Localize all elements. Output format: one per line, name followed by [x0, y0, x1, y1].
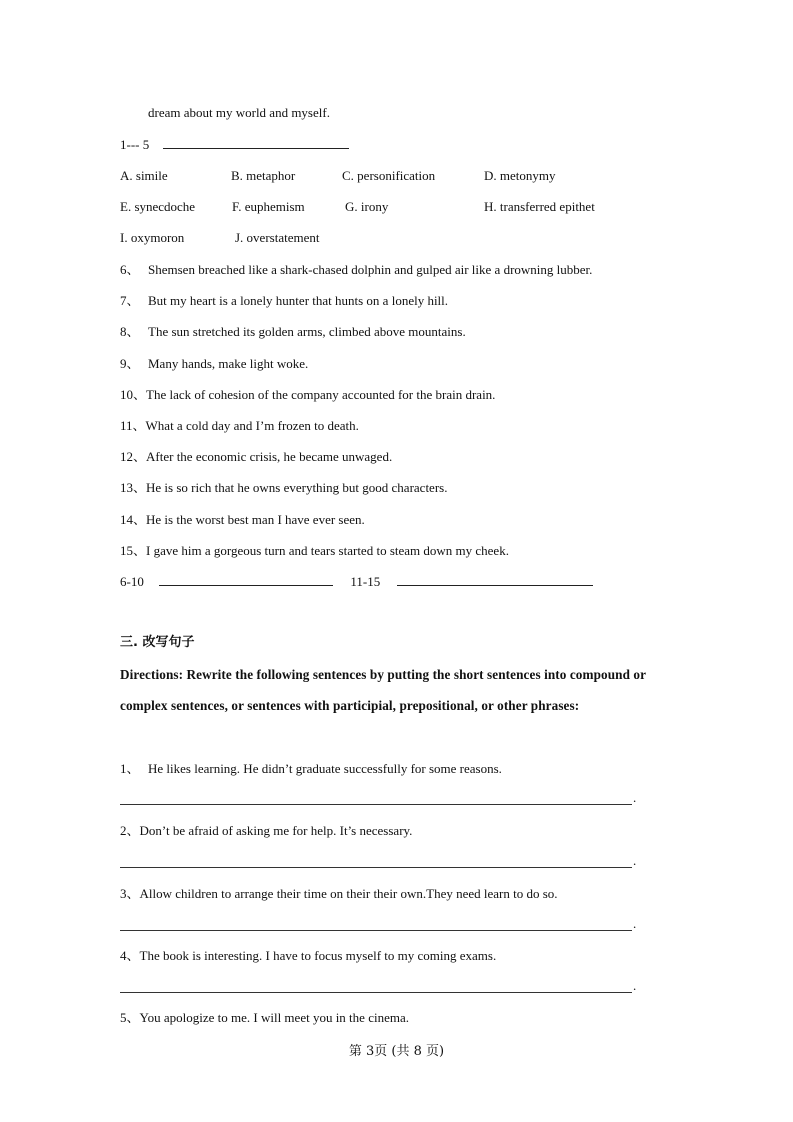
question-number: 14、 [120, 512, 147, 527]
rewrite-item-2 [120, 823, 412, 839]
answer-blank-11-15[interactable] [397, 574, 593, 586]
answer-line-end: . [633, 853, 637, 868]
answer-blank-6-10[interactable] [159, 574, 333, 586]
answer-line-end: . [633, 978, 637, 993]
answer-line-1[interactable] [120, 803, 632, 805]
item-number: 2、 [120, 823, 140, 838]
question-number: 11、 [120, 418, 146, 433]
question-11 [120, 418, 359, 434]
option-d: D. metonymy [484, 168, 556, 183]
question-9 [120, 356, 308, 372]
question-text: But my heart is a lonely hunter that hunts on a lonely hill. [148, 293, 449, 308]
answer-row-6-15 [120, 574, 593, 590]
question-14 [120, 512, 365, 528]
option-i: I. oxymoron [120, 230, 185, 245]
answer-line-3[interactable] [120, 929, 632, 931]
question-number: 6、 [120, 262, 140, 277]
rewrite-item-3 [120, 886, 558, 902]
directions-line-1: Directions: Rewrite the following sentences by putting the short sentences into compound or [120, 667, 647, 682]
answer-blank-1-5[interactable] [163, 137, 349, 149]
option-g: G. irony [345, 199, 389, 214]
question-8 [120, 324, 466, 340]
question-number: 7、 [120, 293, 140, 308]
page-footer: 第 3页 (共 8 页) [348, 1044, 445, 1059]
rewrite-item-4 [120, 948, 496, 964]
answer-line-4[interactable] [120, 991, 632, 993]
question-6 [120, 262, 592, 278]
question-number: 10、 [120, 387, 147, 402]
answer-label-11-15: 11-15 [350, 574, 381, 589]
item-number: 1、 [120, 761, 140, 776]
item-number: 3、 [120, 886, 140, 901]
question-text: He is the worst best man I have ever seen. [146, 512, 365, 527]
item-text: Don’t be afraid of asking me for help. It’s necessary. [139, 823, 413, 838]
question-text: He is so rich that he owns everything but good characters. [146, 480, 448, 495]
question-number: 15、 [120, 543, 147, 558]
option-j: J. overstatement [235, 230, 320, 245]
option-h: H. transferred epithet [484, 199, 595, 214]
option-e: E. synecdoche [120, 199, 196, 214]
answer-line-end: . [633, 790, 637, 805]
question-text: Many hands, make light woke. [148, 356, 309, 371]
question-number: 13、 [120, 480, 147, 495]
question-12 [120, 449, 392, 465]
question-text: The lack of cohesion of the company accounted for the brain drain. [146, 387, 496, 402]
answer-line-end: . [633, 916, 637, 931]
question-text: What a cold day and I’m frozen to death. [145, 418, 359, 433]
item-number: 5、 [120, 1010, 140, 1025]
section-title: 三. 改写句子 [120, 635, 195, 650]
rewrite-item-5 [120, 1010, 409, 1026]
answer-line-2[interactable] [120, 866, 632, 868]
question-text: After the economic crisis, he became unwaged. [146, 449, 393, 464]
item-text: You apologize to me. I will meet you in the cinema. [139, 1010, 409, 1025]
question-text: The sun stretched its golden arms, climbed above mountains. [148, 324, 466, 339]
option-c: C. personification [342, 168, 436, 183]
question-15 [120, 543, 509, 559]
intro-continuation: dream about my world and myself. [148, 105, 330, 120]
option-a: A. simile [120, 168, 168, 183]
item-text: Allow children to arrange their time on their their own.They need learn to do so. [139, 886, 558, 901]
rewrite-item-1 [120, 761, 502, 777]
question-text: Shemsen breached like a shark-chased dolphin and gulped air like a drowning lubber. [148, 262, 593, 277]
answer-label-6-10: 6-10 [120, 574, 144, 589]
option-f: F. euphemism [232, 199, 305, 214]
option-b: B. metaphor [231, 168, 296, 183]
question-number: 12、 [120, 449, 147, 464]
question-number: 8、 [120, 324, 140, 339]
question-13 [120, 480, 447, 496]
item-text: He likes learning. He didn’t graduate successfully for some reasons. [148, 761, 502, 776]
question-number: 9、 [120, 356, 140, 371]
answer-row-1-5 [120, 137, 349, 153]
item-number: 4、 [120, 948, 140, 963]
question-7 [120, 293, 448, 309]
item-text: The book is interesting. I have to focus myself to my coming exams. [139, 948, 497, 963]
question-text: I gave him a gorgeous turn and tears started to steam down my cheek. [146, 543, 509, 558]
directions-line-2: complex sentences, or sentences with participial, prepositional, or other phrases: [120, 698, 580, 713]
question-10 [120, 387, 495, 403]
answer-label-1-5: 1--- 5 [120, 137, 150, 152]
